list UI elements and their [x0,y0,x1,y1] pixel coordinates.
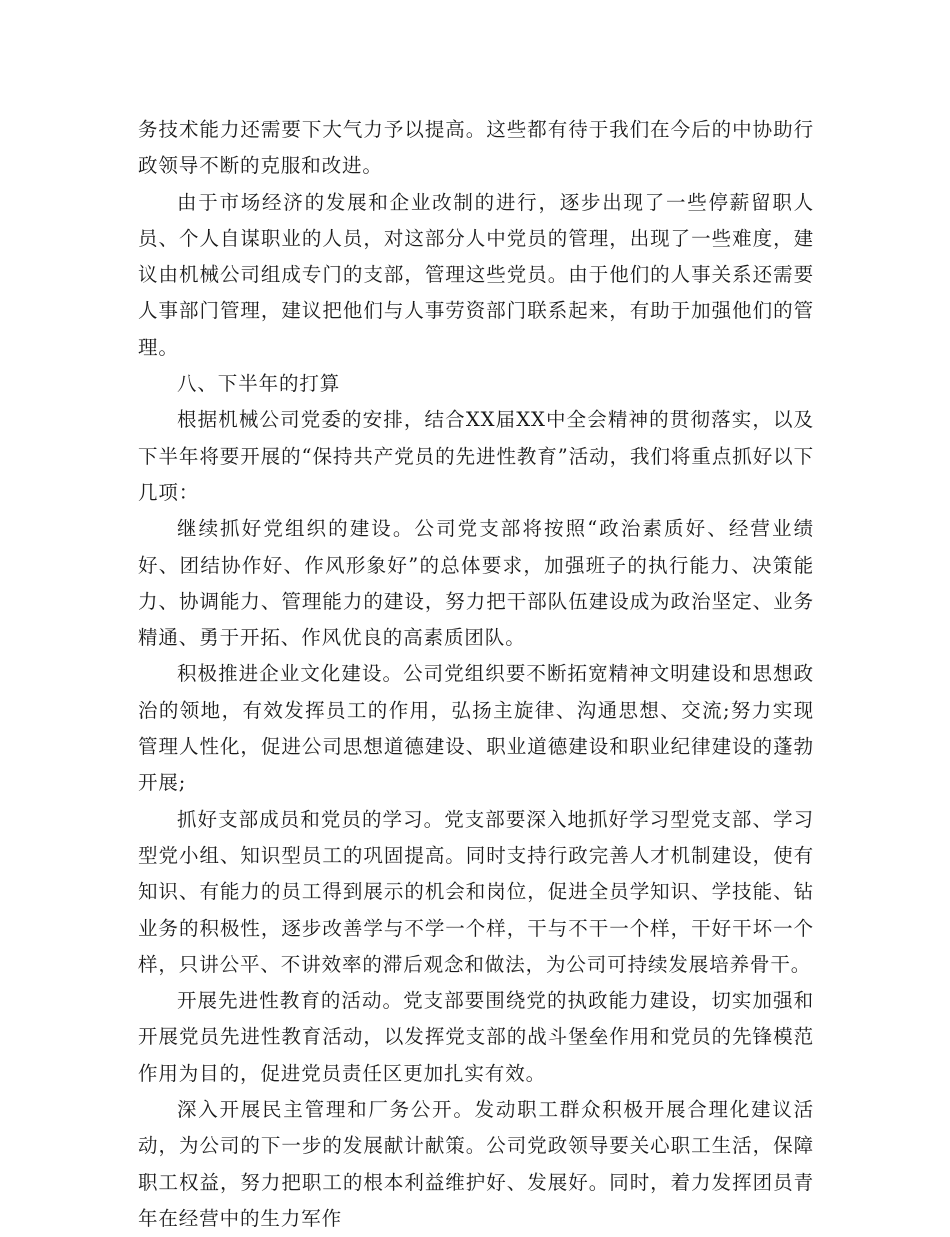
paragraph-continuation: 务技术能力还需要下大气力予以提高。这些都有待于我们在今后的中协助行政领导不断的克服和改进。 [138,118,814,178]
section-heading-second-half-plan: 八、下半年的打算 [177,372,341,396]
paragraph-corporate-culture: 积极推进企业文化建设。公司党组织要不断拓宽精神文明建设和思想政治的领地，有效发挥员工的作用，弘扬主旋律、沟通思想、交流;努力实现管理人性化，促进公司思想道德建设、职业道德建设和职业纪律建设的蓬勃开展; [138,662,814,795]
paragraph-advanced-education: 开展先进性教育的活动。党支部要围绕党的执政能力建设，切实加强和开展党员先进性教育活动，以发挥党支部的战斗堡垒作用和党员的先锋模范作用为目的，促进党员责任区更加扎实有效。 [138,989,814,1085]
document-body [138,112,814,1237]
paragraph-democratic-management: 深入开展民主管理和厂务公开。发动职工群众积极开展合理化建议活动，为公司的下一步的发展献计献策。公司党政领导要关心职工生活，保障职工权益，努力把职工的根本利益维护好、发展好。同时，着力发挥团员青年在经营中的生力军作 [138,1098,814,1230]
paragraph-member-study: 抓好支部成员和党员的学习。党支部要深入地抓好学习型党支部、学习型党小组、知识型员工的巩固提高。同时支持行政完善人才机制建设，使有知识、有能力的员工得到展示的机会和岗位，促进全员学知识、学技能、钻业务的积极性，逐步改善学与不学一个样，干与不干一个样，干好干坏一个样，只讲公平、不讲效率的滞后观念和做法，为公司可持续发展培养骨干。 [138,807,814,976]
paragraph-party-member-management: 由于市场经济的发展和企业改制的进行，逐步出现了一些停薪留职人员、个人自谋职业的人员，对这部分人中党员的管理，出现了一些难度，建议由机械公司组成专门的支部，管理这些党员。由于他们的人事关系还需要人事部门管理，建议把他们与人事劳资部门联系起来，有助于加强他们的管理。 [138,190,814,359]
paragraph-plan-intro: 根据机械公司党委的安排，结合XX届XX中全会精神的贯彻落实，以及下半年将要开展的“保持共产党员的先进性教育”活动，我们将重点抓好以下几项： [138,408,814,504]
paragraph-organization-building: 继续抓好党组织的建设。公司党支部将按照“政治素质好、经营业绩好、团结协作好、作风形象好”的总体要求，加强班子的执行能力、决策能力、协调能力、管理能力的建设，努力把干部队伍建设成为政治坚定、业务精通、勇于开拓、作风优良的高素质团队。 [138,517,814,650]
